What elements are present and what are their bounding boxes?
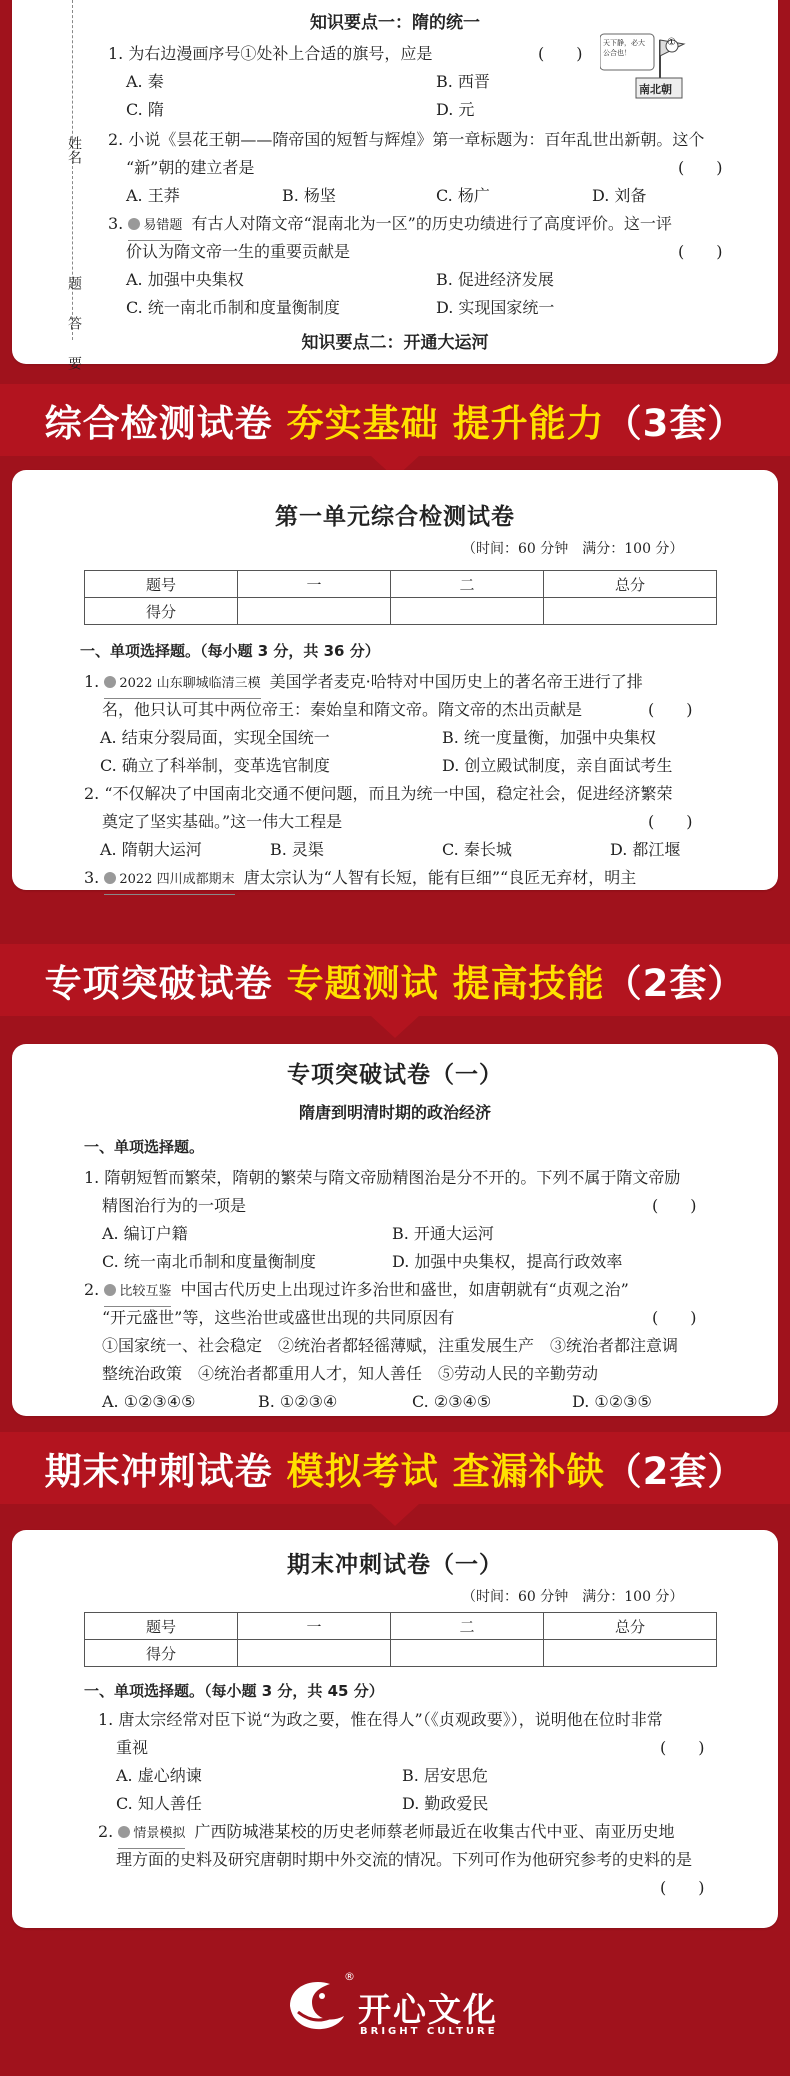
tag-icon	[104, 1284, 116, 1296]
answer-paren: ( )	[660, 1738, 705, 1757]
table-cell	[391, 598, 544, 625]
option: D. 元	[436, 100, 475, 119]
answer-paren: ( )	[648, 700, 693, 719]
option: B. 西晋	[436, 72, 490, 91]
question-stem: 理方面的史料及研究唐朝时期中外交流的情况。下列可作为他研究参考的史料的是	[116, 1850, 693, 1869]
tag-icon	[104, 872, 116, 884]
option: B. 居安思危	[402, 1766, 488, 1785]
question-stem: 2. 小说《昙花王朝——隋帝国的短暂与辉煌》第一章标题为：百年乱世出新朝。这个	[108, 130, 705, 149]
option: D. 刘备	[592, 186, 647, 205]
question-number: 2.	[98, 1822, 114, 1841]
tag-label: 比较互鉴	[119, 1284, 172, 1299]
banner-count: （2套）	[604, 962, 746, 1005]
table-cell: 得分	[85, 598, 238, 625]
option: A. 结束分裂局面，实现全国统一	[100, 728, 330, 747]
part-heading: 一、单项选择题。（每小题 3 分，共 36 分）	[80, 642, 380, 660]
question-text: 中国古代历史上出现过许多治世和盛世，如唐朝就有“贞观之治”	[180, 1280, 629, 1299]
option: B. 促进经济发展	[436, 270, 554, 289]
brand-name: 开心文化	[358, 1990, 498, 2029]
question-stem	[84, 1276, 629, 1307]
banner-title: 综合检测试卷	[44, 402, 273, 445]
option: B. 灵渠	[270, 840, 324, 859]
option: C. ②③④⑤	[412, 1392, 492, 1411]
banner-slogan: 夯实基础	[286, 402, 439, 445]
table-cell: 题号	[85, 571, 238, 598]
question-stem: 价认为隋文帝一生的重要贡献是	[126, 242, 351, 261]
question-text: 唐太宗认为“人智有长短，能有巨细”“良匠无弃材，明主	[243, 868, 637, 887]
question-stem	[84, 864, 636, 895]
table-cell: 得分	[85, 1640, 238, 1667]
paper-title: 专项突破试卷（一）	[287, 1061, 503, 1088]
table-cell: 题号	[85, 1613, 238, 1640]
table-row	[85, 598, 717, 625]
registered-mark: ®	[344, 1970, 355, 1983]
question-stem: 1. 隋朝短暂而繁荣，隋朝的繁荣与隋文帝励精图治是分不开的。下列不属于隋文帝励	[84, 1168, 681, 1187]
statement-list: 整统治政策 ④统治者都重用人才，知人善任 ⑤劳动人民的辛勤劳动	[102, 1364, 599, 1383]
table-cell: 一	[238, 571, 391, 598]
banner-title: 专项突破试卷	[44, 962, 273, 1005]
statement-list: ①国家统一、社会稳定 ②统治者都轻徭薄赋，注重发展生产 ③统治者都注意调	[102, 1336, 679, 1355]
answer-paren: ( )	[648, 812, 693, 831]
option: B. ①②③④	[258, 1392, 338, 1411]
banner-title: 期末冲刺试卷	[44, 1450, 273, 1493]
option: A. 虚心纳谏	[116, 1766, 202, 1785]
table-cell: 总分	[544, 571, 717, 598]
margin-char: 题	[66, 276, 82, 290]
option: B. 统一度量衡，加强中央集权	[442, 728, 656, 747]
tag-label: 易错题	[143, 218, 183, 233]
question-stem: 重视	[116, 1738, 149, 1757]
question-stem	[98, 1818, 674, 1849]
tag-icon	[118, 1826, 130, 1838]
answer-paren: ( )	[652, 1308, 697, 1327]
banner-special-topic	[0, 944, 790, 1016]
banner-slogan: 专题测试	[286, 962, 439, 1005]
option: B. 杨坚	[282, 186, 336, 205]
question-number: 1.	[84, 672, 100, 691]
option: C. 确立了科举制，变革选官制度	[100, 756, 330, 775]
table-cell	[391, 1640, 544, 1667]
question-stem	[108, 210, 672, 241]
option: A. 隋朝大运河	[100, 840, 202, 859]
question-tag	[104, 866, 234, 895]
table-cell: 二	[391, 571, 544, 598]
option: C. 秦长城	[442, 840, 512, 859]
option: A. 王莽	[126, 186, 180, 205]
question-stem: 奠定了坚实基础。”这一伟大工程是	[102, 812, 343, 831]
brand-name-english: BRIGHT CULTURE	[360, 2026, 498, 2037]
tag-label: 情景模拟	[133, 1826, 186, 1841]
option: D. 加强中央集权，提高行政效率	[392, 1252, 623, 1271]
paper-title: 期末冲刺试卷（一）	[287, 1551, 503, 1578]
binding-margin	[62, 16, 86, 370]
paper-unit-test	[12, 470, 778, 890]
answer-paren: ( )	[660, 1878, 705, 1897]
question-text: 有古人对隋文帝“混南北为一区”的历史功绩进行了高度评价。这一评	[191, 214, 672, 233]
table-cell	[238, 1640, 391, 1667]
paper-title: 第一单元综合检测试卷	[275, 503, 515, 530]
answer-paren: ( )	[678, 158, 723, 177]
answer-paren: ( )	[652, 1196, 697, 1215]
table-cell: 二	[391, 1613, 544, 1640]
question-number: 3.	[108, 214, 124, 233]
question-tag	[118, 1820, 185, 1849]
margin-char: 答	[66, 316, 82, 330]
answer-paren: ( )	[538, 44, 583, 63]
question-tag	[104, 1278, 171, 1307]
option: D. ①②③⑤	[572, 1392, 652, 1411]
question-stem: 名，他只认可其中两位帝王：秦始皇和隋文帝。隋文帝的杰出贡献是	[102, 700, 583, 719]
part-heading: 一、单项选择题。	[84, 1138, 205, 1156]
name-label: 姓名	[66, 136, 82, 164]
option: A. 秦	[126, 72, 164, 91]
question-stem: 精图治行为的一项是	[102, 1196, 247, 1215]
option: D. 实现国家统一	[436, 298, 555, 317]
option: C. 杨广	[436, 186, 490, 205]
banner-slogan: 查漏补缺	[452, 1450, 605, 1493]
banner-count: （3套）	[604, 402, 746, 445]
tag-label: 2022 山东聊城临清三模	[119, 676, 261, 691]
time-score-info: （时间：60 分钟 满分：100 分）	[462, 541, 684, 557]
option: C. 隋	[126, 100, 164, 119]
table-cell	[238, 598, 391, 625]
question-stem: 1. 唐太宗经常对臣下说“为政之要，惟在得人”（《贞观政要》），说明他在位时非常	[98, 1710, 663, 1729]
comic-illustration	[600, 32, 688, 102]
paper-final-exam	[12, 1530, 778, 1928]
option: C. 知人善任	[116, 1794, 202, 1813]
table-cell: 总分	[544, 1613, 717, 1640]
tag-icon	[104, 676, 116, 688]
time-score-info: （时间：60 分钟 满分：100 分）	[462, 1589, 684, 1605]
option: A. 加强中央集权	[126, 270, 244, 289]
question-stem	[84, 668, 643, 699]
table-row	[85, 1613, 717, 1640]
question-text: 美国学者麦克·哈特对中国历史上的著名帝王进行了排	[269, 672, 643, 691]
paper-subtitle: 隋唐到明清时期的政治经济	[298, 1103, 491, 1122]
question-stem: 2. “不仅解决了中国南北交通不便问题，而且为统一中国，稳定社会，促进经济繁荣	[84, 784, 673, 803]
section-heading: 知识要点一：隋的统一	[310, 13, 480, 33]
banner-final-sprint	[0, 1432, 790, 1504]
marker-number: ①	[667, 37, 676, 48]
question-stem: “新”朝的建立者是	[126, 158, 255, 177]
score-table	[84, 1612, 717, 1667]
option: B. 开通大运河	[392, 1224, 494, 1243]
banner-slogan: 模拟考试	[286, 1450, 439, 1493]
option: C. 统一南北币制和度量衡制度	[102, 1252, 316, 1271]
question-stem: 1. 为右边漫画序号①处补上合适的旗号，应是	[108, 44, 433, 63]
speech-bubble: 天下静，必大公合也！	[603, 39, 645, 57]
option: D. 勤政爱民	[402, 1794, 489, 1813]
paper-special-topic	[12, 1044, 778, 1416]
score-table	[84, 570, 717, 625]
table-cell: 一	[238, 1613, 391, 1640]
tag-icon	[128, 218, 140, 230]
question-tag	[104, 670, 260, 699]
banner-comprehensive	[0, 384, 790, 456]
question-tag	[128, 212, 182, 241]
paper-knowledge-points	[12, 0, 778, 370]
banner-slogan: 提高技能	[452, 962, 605, 1005]
part-heading: 一、单项选择题。（每小题 3 分，共 45 分）	[84, 1682, 384, 1700]
option: C. 统一南北币制和度量衡制度	[126, 298, 340, 317]
banner-slogan: 提升能力	[452, 402, 605, 445]
option: A. ①②③④⑤	[102, 1392, 196, 1411]
table-cell	[544, 1640, 717, 1667]
flag-label: 南北朝	[639, 83, 672, 96]
tag-label: 2022 四川成都期末	[119, 872, 235, 887]
section-heading: 知识要点二：开通大运河	[301, 333, 489, 353]
table-row	[85, 571, 717, 598]
table-row	[85, 1640, 717, 1667]
question-number: 2.	[84, 1280, 100, 1299]
table-cell	[544, 598, 717, 625]
margin-char: 要	[66, 356, 82, 370]
option: A. 编订户籍	[102, 1224, 188, 1243]
question-number: 3.	[84, 868, 100, 887]
question-stem: “开元盛世”等，这些治世或盛世出现的共同原因有	[102, 1308, 455, 1327]
question-text: 广西防城港某校的历史老师蔡老师最近在收集古代中亚、南亚历史地	[194, 1822, 675, 1841]
banner-count: （2套）	[604, 1450, 746, 1493]
answer-paren: ( )	[678, 242, 723, 261]
option: D. 都江堰	[610, 840, 681, 859]
option: D. 创立殿试制度，亲自面试考生	[442, 756, 673, 775]
